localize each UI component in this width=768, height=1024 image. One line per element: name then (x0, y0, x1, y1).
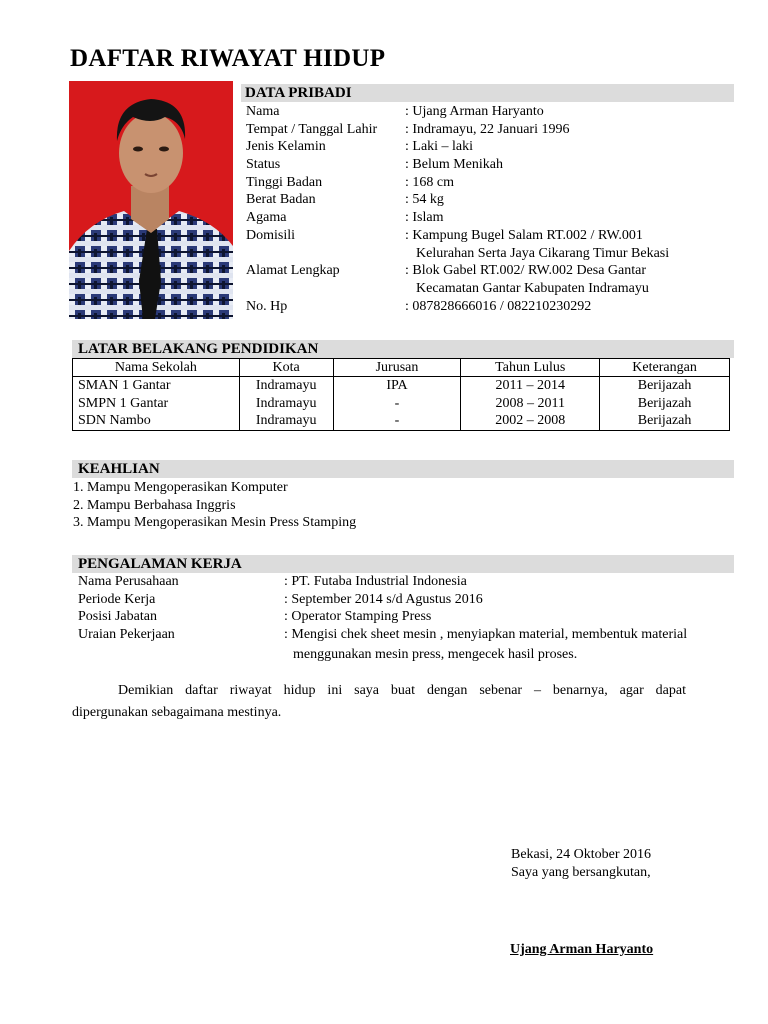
table-row (73, 377, 730, 395)
field-label: Alamat Lengkap (246, 263, 340, 279)
column-header: Tahun Lulus (461, 359, 600, 377)
skills-list (73, 479, 356, 532)
field-value: : Operator Stamping Press (284, 609, 432, 625)
table-cell: - (333, 412, 461, 430)
field-value: : 087828666016 / 082210230292 (405, 298, 592, 314)
personal-data-row (246, 121, 736, 139)
personal-data-row (246, 156, 736, 174)
education-table-wrapper (72, 358, 730, 431)
skills-heading (72, 460, 734, 478)
list-item: 3. Mampu Mengoperasikan Mesin Press Stamping (73, 515, 357, 531)
personal-data-row (246, 103, 736, 121)
personal-data-row (246, 191, 736, 209)
person-portrait-image (69, 81, 233, 319)
column-header: Nama Sekolah (73, 359, 240, 377)
education-heading (72, 340, 734, 358)
field-label: No. Hp (246, 298, 288, 314)
field-value: : Indramayu, 22 Januari 1996 (405, 121, 570, 137)
personal-data-row (246, 209, 736, 227)
table-cell: Berijazah (600, 377, 730, 395)
personal-data-list (246, 103, 736, 315)
field-value: : PT. Futaba Industrial Indonesia (284, 574, 467, 589)
personal-data-row (246, 245, 736, 263)
signature-block (511, 846, 651, 881)
column-header: Jurusan (333, 359, 461, 377)
work-experience-heading-text: PENGALAMAN KERJA (78, 556, 242, 572)
table-cell: Indramayu (239, 395, 333, 413)
field-label: Domisili (246, 227, 296, 243)
column-header: Keterangan (600, 359, 730, 377)
field-value: : September 2014 s/d Agustus 2016 (284, 591, 483, 607)
work-experience-heading (72, 555, 734, 573)
closing-line-2: dipergunakan sebagaimana mestinya. (72, 704, 282, 720)
field-value: Kelurahan Serta Jaya Cikarang Timur Bekasi (416, 245, 670, 261)
work-experience-row (78, 591, 738, 609)
work-experience-row (78, 608, 738, 626)
personal-data-row (246, 298, 736, 316)
field-label: Periode Kerja (78, 591, 156, 607)
field-label: Agama (246, 210, 287, 226)
table-cell: 2008 – 2011 (461, 395, 600, 413)
personal-data-row (246, 174, 736, 192)
skills-heading-text: KEAHLIAN (78, 461, 160, 477)
table-row (73, 412, 730, 430)
table-cell: SMPN 1 Gantar (73, 395, 240, 413)
field-value: : Kampung Bugel Salam RT.002 / RW.001 (405, 227, 643, 243)
field-label: Tinggi Badan (246, 174, 323, 190)
work-experience-row (78, 573, 738, 591)
page-title: DAFTAR RIWAYAT HIDUP (70, 45, 386, 72)
personal-data-heading-text: DATA PRIBADI (245, 85, 352, 101)
field-value: : Islam (405, 210, 444, 226)
field-label: Uraian Pekerjaan (78, 627, 175, 643)
profile-photo (69, 81, 233, 319)
field-value: : 54 kg (405, 192, 444, 208)
table-cell: IPA (333, 377, 461, 395)
place-date: Bekasi, 24 Oktober 2016 (511, 847, 651, 862)
field-value: menggunakan mesin press, mengecek hasil proses. (293, 646, 578, 662)
education-heading-text: LATAR BELAKANG PENDIDIKAN (78, 341, 319, 357)
table-cell: 2011 – 2014 (461, 377, 600, 395)
personal-data-row (246, 227, 736, 245)
education-table (72, 358, 730, 431)
signer-name: Ujang Arman Haryanto (510, 942, 654, 957)
work-experience-list (78, 573, 738, 663)
table-row (73, 395, 730, 413)
field-label: Status (246, 157, 281, 173)
list-item: 2. Mampu Berbahasa Inggris (73, 497, 236, 513)
field-label: Tempat / Tanggal Lahir (246, 121, 378, 137)
field-value: : Laki – laki (405, 139, 474, 155)
work-experience-row (78, 626, 738, 644)
table-cell: SMAN 1 Gantar (73, 377, 240, 395)
field-label: Berat Badan (246, 192, 316, 208)
table-cell: - (333, 395, 461, 413)
personal-data-heading (241, 84, 734, 102)
field-label: Jenis Kelamin (246, 139, 326, 155)
personal-data-row (246, 280, 736, 298)
personal-data-row (246, 138, 736, 156)
field-value: : Ujang Arman Haryanto (405, 104, 544, 119)
table-cell: 2002 – 2008 (461, 412, 600, 430)
education-table-header (73, 359, 730, 377)
field-label: Posisi Jabatan (78, 609, 157, 625)
field-value: : Belum Menikah (405, 157, 503, 173)
table-cell: SDN Nambo (73, 412, 240, 430)
list-item: 1. Mampu Mengoperasikan Komputer (73, 480, 288, 495)
field-value: : Blok Gabel RT.002/ RW.002 Desa Gantar (405, 263, 647, 279)
closing-paragraph (72, 682, 686, 721)
field-value: Kecamatan Gantar Kabupaten Indramayu (416, 280, 649, 296)
table-cell: Berijazah (600, 412, 730, 430)
field-value: : Mengisi chek sheet mesin , menyiapkan material, membentuk material (284, 627, 688, 643)
table-cell: Indramayu (239, 377, 333, 395)
signature-caption: Saya yang bersangkutan, (511, 864, 651, 880)
closing-line-1: Demikian daftar riwayat hidup ini saya buat dengan sebenar – benarnya, agar dapat (118, 683, 686, 698)
column-header: Kota (239, 359, 333, 377)
field-value: : 168 cm (405, 174, 454, 190)
field-label: Nama Perusahaan (78, 574, 179, 589)
table-cell: Berijazah (600, 395, 730, 413)
table-cell: Indramayu (239, 412, 333, 430)
work-experience-row (78, 646, 738, 664)
personal-data-row (246, 262, 736, 280)
field-label: Nama (246, 104, 280, 119)
